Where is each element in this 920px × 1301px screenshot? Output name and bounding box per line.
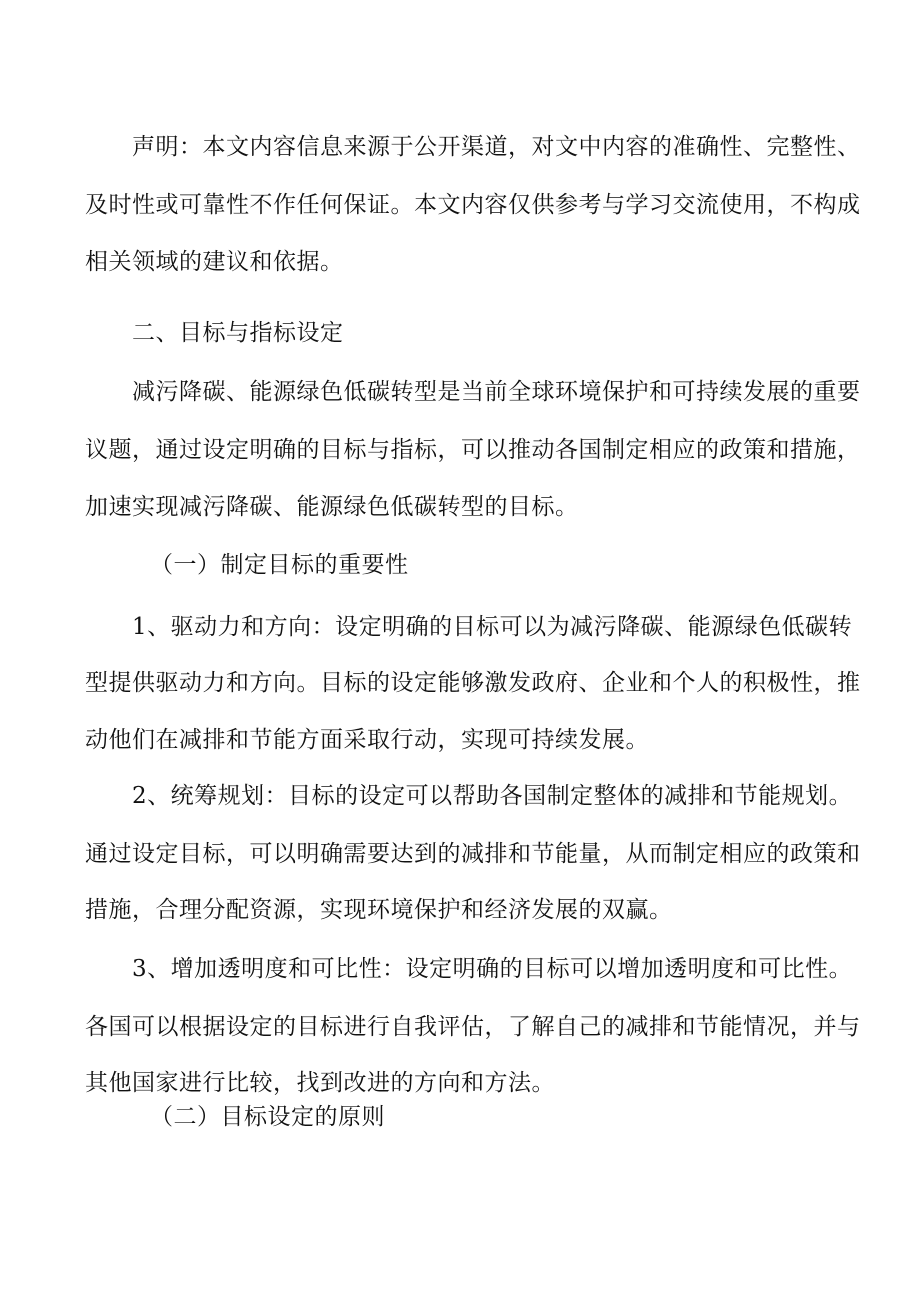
intro-line-1: 减污降碳、能源绿色低碳转型是当前全球环境保护和可持续发展的重要 [132, 379, 861, 405]
subheading-importance: （一）制定目标的重要性 [150, 552, 409, 578]
item-1-line-3: 动他们在减排和节能方面采取行动，实现可持续发展。 [85, 727, 649, 753]
section-heading: 二、目标与指标设定 [132, 320, 344, 346]
item-2-line-3: 措施，合理分配资源，实现环境保护和经济发展的双赢。 [85, 897, 673, 923]
intro-line-3: 加速实现减污降碳、能源绿色低碳转型的目标。 [85, 494, 579, 520]
item-3-line-2: 各国可以根据设定的目标进行自我评估，了解自己的减排和节能情况，并与 [85, 1014, 861, 1040]
item-3-line-1: 3、增加透明度和可比性：设定明确的目标可以增加透明度和可比性。 [132, 956, 853, 982]
disclaimer-line-3: 相关领域的建议和依据。 [85, 249, 344, 275]
item-2-line-1: 2、统筹规划：目标的设定可以帮助各国制定整体的减排和节能规划。 [132, 783, 853, 809]
disclaimer-line-2: 及时性或可靠性不作任何保证。本文内容仅供参考与学习交流使用，不构成 [85, 192, 861, 218]
item-3-line-3: 其他国家进行比较，找到改进的方向和方法。 [85, 1070, 555, 1096]
intro-line-2: 议题，通过设定明确的目标与指标，可以推动各国制定相应的政策和措施， [85, 437, 861, 463]
disclaimer-line-1: 声明：本文内容信息来源于公开渠道，对文中内容的准确性、完整性、 [132, 134, 861, 160]
item-2-line-2: 通过设定目标，可以明确需要达到的减排和节能量，从而制定相应的政策和 [85, 841, 861, 867]
item-1-line-1: 1、驱动力和方向：设定明确的目标可以为减污降碳、能源绿色低碳转 [132, 614, 853, 640]
item-1-line-2: 型提供驱动力和方向。目标的设定能够激发政府、企业和个人的积极性，推 [85, 670, 861, 696]
subheading-principles: （二）目标设定的原则 [150, 1104, 385, 1130]
